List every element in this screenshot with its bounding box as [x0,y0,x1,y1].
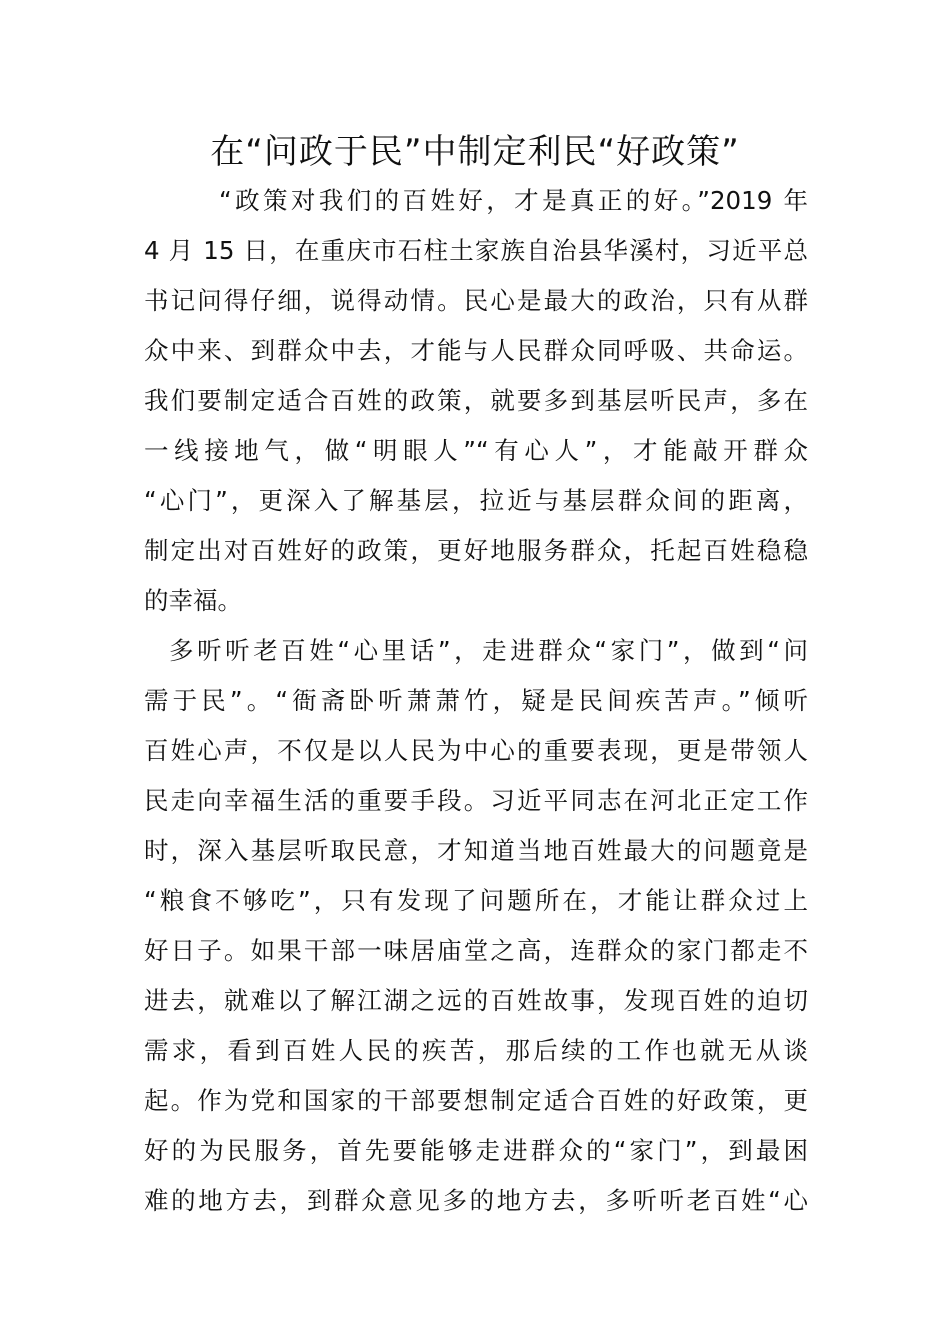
paragraph-line: 好日子。如果干部一味居庙堂之高，连群众的家门都走不 [144,936,808,965]
document-body [144,176,808,1226]
paragraph-line: “政策对我们的百姓好，才是真正的好。”2019 年 [219,186,808,215]
paragraph-line: 百姓心声，不仅是以人民为中心的重要表现，更是带领人 [144,736,808,765]
paragraph-line: “粮食不够吃”，只有发现了问题所在，才能让群众过上 [144,886,808,915]
paragraph-line: 多听听老百姓“心里话”，走进群众“家门”，做到“问 [169,636,808,665]
paragraph-line: 起。作为党和国家的干部要想制定适合百姓的好政策，更 [144,1086,808,1115]
paragraph-line: 进去，就难以了解江湖之远的百姓故事，发现百姓的迫切 [144,986,808,1015]
paragraph-line: “心门”，更深入了解基层，拉近与基层群众间的距离， [144,486,808,515]
document-title: 在“问政于民”中制定利民“好政策” [210,132,740,172]
paragraph-line: 民走向幸福生活的重要手段。习近平同志在河北正定工作 [144,786,808,815]
paragraph-line: 时，深入基层听取民意，才知道当地百姓最大的问题竟是 [144,836,808,865]
paragraph-line: 4 月 15 日，在重庆市石柱土家族自治县华溪村，习近平总 [144,236,808,265]
paragraph-line: 好的为民服务，首先要能够走进群众的“家门”，到最困 [144,1136,808,1165]
paragraph-line: 难的地方去，到群众意见多的地方去，多听听老百姓“心 [144,1186,808,1215]
paragraph-line: 我们要制定适合百姓的政策，就要多到基层听民声，多在 [144,386,808,415]
paragraph-line: 需于民”。“衙斋卧听萧萧竹，疑是民间疾苦声。”倾听 [144,686,808,715]
paragraph-line: 众中来、到群众中去，才能与人民群众同呼吸、共命运。 [144,336,808,365]
paragraph-line: 制定出对百姓好的政策，更好地服务群众，托起百姓稳稳 [144,536,808,565]
paragraph-line: 需求，看到百姓人民的疾苦，那后续的工作也就无从谈 [144,1036,808,1065]
paragraph-line: 的幸福。 [144,586,242,615]
paragraph-line: 一线接地气，做“明眼人”“有心人”，才能敲开群众 [144,436,808,465]
paragraph-line: 书记问得仔细，说得动情。民心是最大的政治，只有从群 [144,286,808,315]
